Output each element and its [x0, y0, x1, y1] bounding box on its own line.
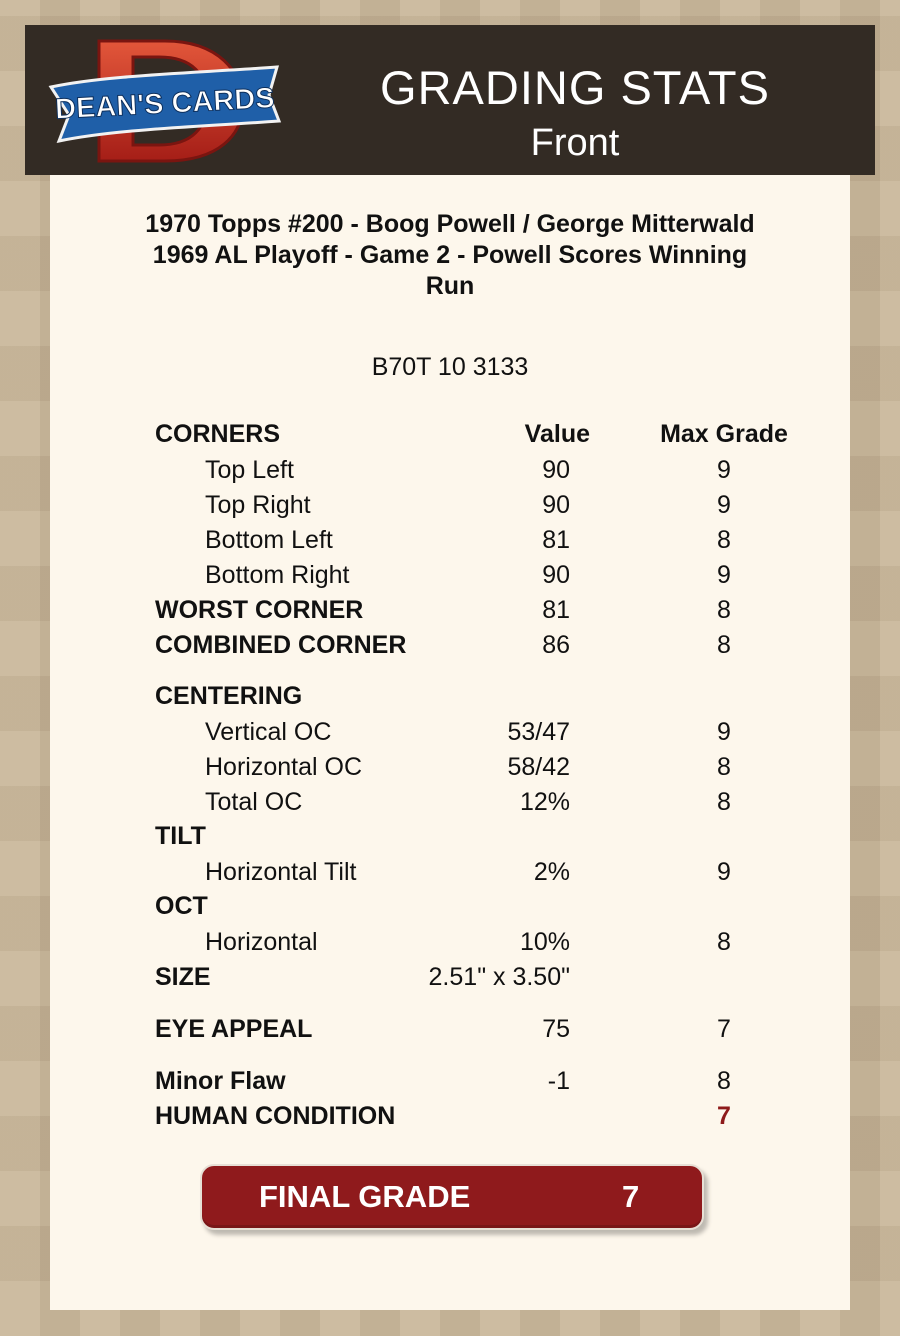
section-header-row — [50, 822, 850, 854]
row-value: 2.51" x 3.50" — [428, 963, 570, 991]
page-subtitle: Front — [530, 122, 620, 164]
stats-panel — [50, 175, 850, 1310]
row-max-grade: 8 — [717, 1067, 731, 1095]
row-max-grade: 9 — [717, 858, 731, 886]
row-label: COMBINED CORNER — [155, 631, 407, 659]
row-value: 90 — [542, 456, 570, 484]
table-row — [50, 456, 850, 488]
row-max-grade: 8 — [717, 928, 731, 956]
row-value: 53/47 — [507, 718, 570, 746]
row-label: Total OC — [205, 788, 303, 816]
row-label: SIZE — [155, 963, 211, 991]
row-label: Top Left — [205, 456, 294, 484]
card-code: B70T 10 3133 — [371, 353, 529, 381]
table-row — [50, 1102, 850, 1134]
table-row — [50, 596, 850, 628]
row-label: Bottom Right — [205, 561, 350, 589]
table-row — [50, 718, 850, 750]
table-row — [50, 526, 850, 558]
card-title-line: Run — [425, 272, 475, 300]
final-grade-value: 7 — [622, 1179, 640, 1214]
row-max-grade: 8 — [717, 788, 731, 816]
row-value: 90 — [542, 561, 570, 589]
row-value: 58/42 — [507, 753, 570, 781]
row-label: CENTERING — [155, 682, 303, 710]
deans-cards-logo — [47, 37, 287, 165]
row-value: 81 — [542, 526, 570, 554]
card-title — [100, 209, 800, 302]
card-title-line: 1970 Topps #200 - Boog Powell / George Mitterwald — [145, 210, 755, 238]
table-row — [50, 788, 850, 820]
table-row — [50, 1067, 850, 1099]
row-value: 75 — [542, 1015, 570, 1043]
row-label: Horizontal Tilt — [205, 858, 357, 886]
row-value: 86 — [542, 631, 570, 659]
corners-header-row — [50, 420, 850, 452]
row-label: TILT — [155, 822, 206, 850]
row-value: 10% — [519, 928, 570, 956]
row-max-grade: 9 — [717, 456, 731, 484]
table-row — [50, 561, 850, 593]
row-value: 90 — [542, 491, 570, 519]
section-header-row — [50, 682, 850, 714]
table-row — [50, 631, 850, 663]
row-value: 81 — [542, 596, 570, 624]
row-max-grade: 9 — [717, 561, 731, 589]
row-value: 2% — [533, 858, 570, 886]
row-label: HUMAN CONDITION — [155, 1102, 396, 1130]
row-label: Horizontal — [205, 928, 318, 956]
row-max-grade: 9 — [717, 718, 731, 746]
row-label: Minor Flaw — [155, 1067, 286, 1095]
final-grade-banner — [200, 1164, 704, 1230]
column-header-value: Value — [524, 420, 590, 448]
row-max-grade: 8 — [717, 753, 731, 781]
card-title-line: 1969 AL Playoff - Game 2 - Powell Scores Winning — [152, 241, 748, 269]
table-row — [50, 858, 850, 890]
table-row — [50, 928, 850, 960]
row-max-grade: 8 — [717, 631, 731, 659]
table-row — [50, 753, 850, 785]
human-condition-grade: 7 — [717, 1102, 731, 1130]
row-max-grade: 9 — [717, 491, 731, 519]
table-row — [50, 491, 850, 523]
page-title: GRADING STATS — [380, 61, 770, 114]
row-label: Vertical OC — [205, 718, 332, 746]
final-grade-label: FINAL GRADE — [259, 1179, 471, 1214]
row-label: WORST CORNER — [155, 596, 364, 624]
row-max-grade: 8 — [717, 526, 731, 554]
svg-text:DEAN'S CARDS: DEAN'S CARDS — [54, 82, 276, 126]
section-header-row — [50, 892, 850, 924]
row-max-grade: 7 — [717, 1015, 731, 1043]
row-label: Top Right — [205, 491, 311, 519]
table-row — [50, 963, 850, 995]
column-header-max-grade: Max Grade — [660, 420, 788, 448]
row-label: CORNERS — [155, 420, 281, 448]
row-max-grade: 8 — [717, 596, 731, 624]
row-label: EYE APPEAL — [155, 1015, 313, 1043]
row-value: 12% — [519, 788, 570, 816]
row-value: -1 — [547, 1067, 570, 1095]
row-label: Horizontal OC — [205, 753, 362, 781]
row-label: Bottom Left — [205, 526, 333, 554]
table-row — [50, 1015, 850, 1047]
header-bar — [25, 25, 875, 175]
row-label: OCT — [155, 892, 208, 920]
